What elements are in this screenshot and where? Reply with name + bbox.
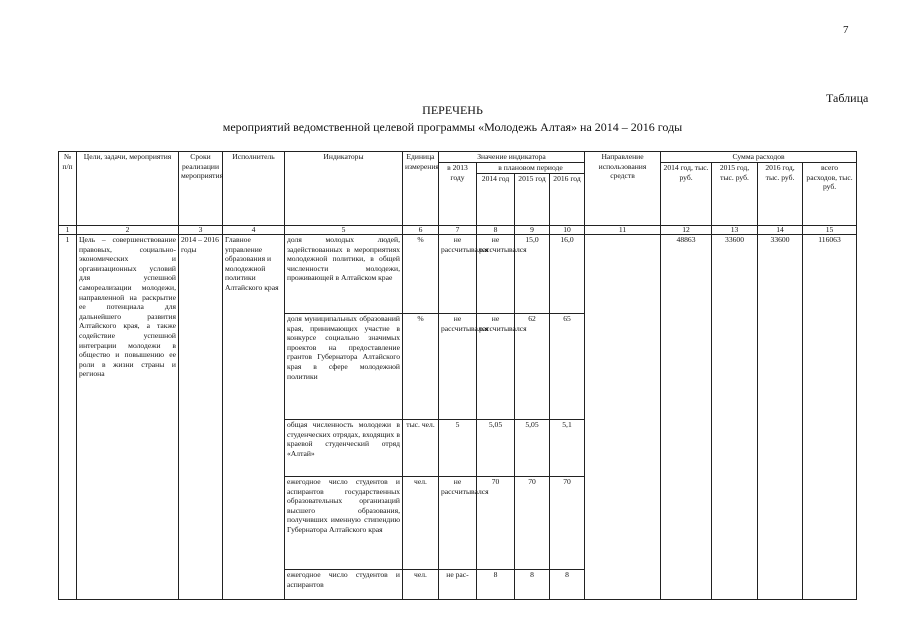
- header-indicator-value: Значение индикатора: [439, 152, 585, 163]
- col-number: 7: [439, 226, 477, 235]
- col-number: 15: [803, 226, 857, 235]
- indicator-2015: 15,0: [515, 235, 550, 314]
- measures-table: [58, 151, 857, 600]
- goal-text: Цель – совершенствование правовых, социально-экономических и организационных условий для успешной самореализации молодежи, направленной на раскрытие ее потенциала для дальнейшего развития Алтайского края, а также содействие успешной интеграции молодежи в общество и повышению ее роли в жизни страны и региона: [77, 235, 179, 600]
- indicator-unit: %: [403, 235, 439, 314]
- header-2015: 2015 год: [515, 174, 550, 226]
- row-number: 1: [59, 235, 77, 600]
- expense-2014: 48863: [661, 235, 712, 600]
- col-number: 8: [477, 226, 515, 235]
- col-number: 1: [59, 226, 77, 235]
- col-number: 3: [179, 226, 223, 235]
- header-2014: 2014 год: [477, 174, 515, 226]
- indicator-2016: 65: [550, 314, 585, 420]
- header-exp-2016: 2016 год, тыс. руб.: [758, 163, 803, 226]
- header-indicators: Индикаторы: [285, 152, 403, 226]
- indicator-2015: 62: [515, 314, 550, 420]
- header-unit: Единица измерения: [403, 152, 439, 226]
- direction-cell: [585, 235, 661, 600]
- indicator-2013: не рас-: [439, 570, 477, 600]
- indicator-2015: 8: [515, 570, 550, 600]
- col-number: 10: [550, 226, 585, 235]
- header-2013: в 2013 году: [439, 163, 477, 226]
- col-number: 6: [403, 226, 439, 235]
- indicator-2016: 16,0: [550, 235, 585, 314]
- term-text: 2014 – 2016 годы: [179, 235, 223, 600]
- header-total: всего расходов, тыс. руб.: [803, 163, 857, 226]
- table-label: Таблица: [826, 91, 869, 105]
- header-expenses: Сумма расходов: [661, 152, 857, 163]
- indicator-2014: 70: [477, 477, 515, 570]
- header-executors: Исполнитель: [223, 152, 285, 226]
- indicator-unit: чел.: [403, 477, 439, 570]
- page-number: 7: [843, 24, 849, 36]
- col-number: 4: [223, 226, 285, 235]
- col-number: 2: [77, 226, 179, 235]
- col-number: 11: [585, 226, 661, 235]
- indicator-text: ежегодное число студентов и аспирантов государственных образовательных организаций высшего образования, получивших именную стипендию Губернатора Алтайского края: [285, 477, 403, 570]
- header-exp-2014: 2014 год, тыс. руб.: [661, 163, 712, 226]
- indicator-2013: 5: [439, 420, 477, 477]
- indicator-text: ежегодное число студентов и аспирантов: [285, 570, 403, 600]
- header-planned-period: в плановом периоде: [477, 163, 585, 174]
- indicator-2014: не рассчитывался: [477, 235, 515, 314]
- indicator-2014: 5,05: [477, 420, 515, 477]
- col-number: 9: [515, 226, 550, 235]
- header-num: № п/п: [59, 152, 77, 226]
- document-subtitle: мероприятий ведомственной целевой программы «Молодежь Алтая» на 2014 – 2016 годы: [222, 120, 683, 134]
- indicator-2016: 8: [550, 570, 585, 600]
- executor-text: Главное управление образования и молодежной политики Алтайского края: [223, 235, 285, 600]
- expense-2015: 33600: [712, 235, 758, 600]
- indicator-text: доля муниципальных образований края, принимающих участие в конкурсе социально значимых проектов на предоставление грантов Губернатора Алтайского края в сфере молодежной политики: [285, 314, 403, 420]
- indicator-2014: не рассчитывался: [477, 314, 515, 420]
- column-number-row: [59, 226, 857, 235]
- indicator-unit: %: [403, 314, 439, 420]
- indicator-2013: не рассчитывался: [439, 314, 477, 420]
- header-terms: Сроки реализации мероприятия: [179, 152, 223, 226]
- table-row: [59, 235, 857, 314]
- indicator-2014: 8: [477, 570, 515, 600]
- col-number: 14: [758, 226, 803, 235]
- indicator-text: доля молодых людей, задействованных в мероприятиях молодежной политики, в общей численности молодежи, проживающей в Алтайском крае: [285, 235, 403, 314]
- indicator-2015: 70: [515, 477, 550, 570]
- indicator-text: общая численность молодежи в студенческих отрядах, входящих в краевой студенческий отряд «Алтай»: [285, 420, 403, 477]
- col-number: 12: [661, 226, 712, 235]
- document-title: ПЕРЕЧЕНЬ: [422, 103, 483, 117]
- indicator-2016: 5,1: [550, 420, 585, 477]
- header-2016: 2016 год: [550, 174, 585, 226]
- header-exp-2015: 2015 год, тыс. руб.: [712, 163, 758, 226]
- expense-total: 116063: [803, 235, 857, 600]
- indicator-unit: тыс. чел.: [403, 420, 439, 477]
- indicator-unit: чел.: [403, 570, 439, 600]
- expense-2016: 33600: [758, 235, 803, 600]
- col-number: 5: [285, 226, 403, 235]
- header-goals: Цели, задачи, мероприятия: [77, 152, 179, 226]
- indicator-2013: не рассчитывался: [439, 477, 477, 570]
- header-direction: Направление использования средств: [585, 152, 661, 226]
- indicator-2015: 5,05: [515, 420, 550, 477]
- indicator-2013: не рассчитывался: [439, 235, 477, 314]
- indicator-2016: 70: [550, 477, 585, 570]
- col-number: 13: [712, 226, 758, 235]
